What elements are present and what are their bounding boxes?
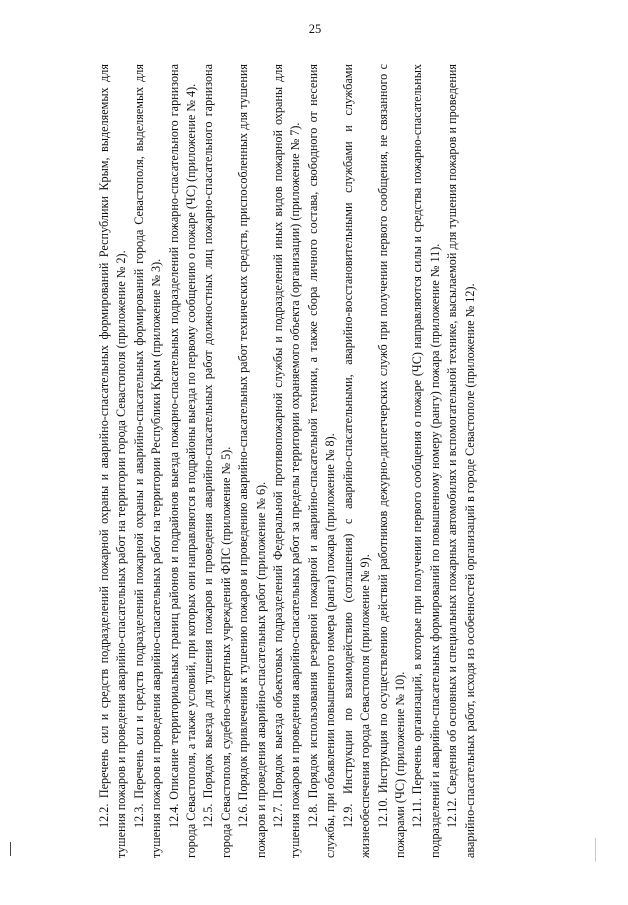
scan-edge-line <box>595 838 596 862</box>
paragraph-12-4: 12.4. Описание территориальных границ районов и подрайонов выезда пожарно-спасательных подразделений пожарно-спасательного гарнизона города Севастополя, а также условий, при которых они направляются в подрайоны выезда по первому сообщению о пожаре (ЧС) (приложение № 4). <box>166 64 199 858</box>
paragraph-12-5: 12.5. Порядок выезда для тушения пожаров и проведения аварийно-спасательных работ должностных лиц пожарно-спасательного гарнизона города Севастополя, судебно-экспертных учреждений ФПС (приложение № 5). <box>201 64 233 858</box>
paragraph-12-3: 12.3. Перечень сил и средств подразделений пожарной охраны и аварийно-спасательных формирований города Севастополя, выделяемых для тушения пожаров и проведения аварийно-спасательных работ на территории Республики Крым (приложение № 3). <box>131 64 164 858</box>
paragraph-12-10: 12.10. Инструкция по осуществлению действий работников дежурно-диспетчерских служб при получении первого сообщения, не связанного с пожарами (ЧС) (приложение № 10). <box>375 64 407 858</box>
paragraph-12-6: 12.6. Порядок привлечения к тушению пожаров и проведению аварийно-спасательных работ технических средств, приспособленных для тушения пожаров и проведения аварийно-спасательных работ (приложение № 6). <box>236 64 268 858</box>
paragraph-12-7: 12.7. Порядок выезда объектовых подразделений Федеральной противопожарной службы и подразделений иных видов пожарной охраны для тушения пожаров и проведения аварийно-спасательных работ за пределы территории охраняемого объекта (организации) (приложение № 7). <box>271 64 303 858</box>
margin-mark <box>10 842 11 856</box>
paragraph-12-12: 12.12. Сведения об основных и специальных пожарных автомобилях и вспомогательной технике, высылаемой для тушения пожаров и проведения аварийно-спасательных работ, исходя из особенностей организаций в городе Севастополе (приложение № 12). <box>445 64 477 858</box>
paragraph-12-8: 12.8. Порядок использования резервной пожарной и аварийно-спасательной техники, а также сбора личного состава, свободного от несения службы, при объявлении повышенного номера (ранга) пожара (приложение № 8). <box>305 64 338 858</box>
rotated-content <box>96 64 616 858</box>
page-number: 25 <box>308 22 322 36</box>
document-body <box>96 64 479 858</box>
paragraph-12-11: 12.11. Перечень организаций, в которые при получении первого сообщения о пожаре (ЧС) направляются силы и средства пожарно-спасательных подразделений и аварийно-спасательных формирований по повышенному номеру (рангу) пожара (приложение № 11). <box>410 64 442 858</box>
paragraph-12-2: 12.2. Перечень сил и средств подразделений пожарной охраны и аварийно-спасательных формирований Республики Крым, выделяемых для тушения пожаров и проведения аварийно-спасательных работ на территории города Севастополя (приложение № 2). <box>97 64 129 858</box>
paragraph-12-9: 12.9. Инструкции по взаимодействию (соглашения) с аварийно-спасательными, аварийно-восстановительными службами и службами жизнеобеспечения города Севастополя (приложение № 9). <box>340 64 373 858</box>
